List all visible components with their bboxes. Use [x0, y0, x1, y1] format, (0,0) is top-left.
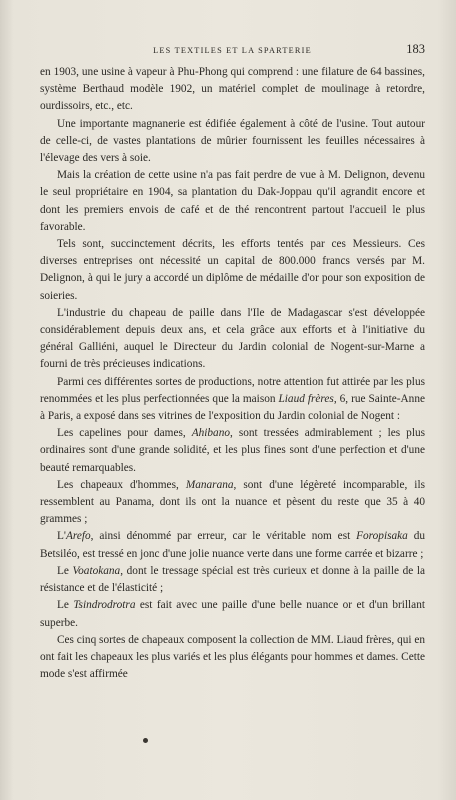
- paragraph: Les capelines pour dames, Ahibano, sont tressées admirablement ; les plus ordinaires sont d'une grande solidité, et les plus fines sont d'une perfection et d'une beauté remarquables.: [40, 427, 426, 474]
- paragraph: Le Voatokana, dont le tressage spécial est très curieux et donne à la paille de la résistance et de l'élasticité ;: [40, 564, 425, 595]
- page-header: [40, 42, 425, 58]
- paragraph: Tels sont, succinctement décrits, les efforts tentés par ces Messieurs. Ces diverses entreprises ont nécessité un capital de 800.000 francs versés par M. Delignon, à qui le jury a accordé un diplôme de médaille d'or pour son exposition de soieries.: [40, 238, 425, 302]
- italic-term: Ahibano: [191, 427, 230, 440]
- paragraph: Les chapeaux d'hommes, Manarana, sont d'une légèreté incomparable, ils ressemblent au Panama, dont ils ont la nuance et pèsent du reste que 35 à 40 grammes ;: [40, 478, 425, 526]
- paragraph: L'industrie du chapeau de paille dans l'Ile de Madagascar s'est développée considérablement depuis deux ans, et cela grâce aux efforts et à l'initiative du général Galliéni, auquel le Directeur du Jardin colonial de Nogent-sur-Marne a fourni de très précieuses indications.: [40, 306, 425, 371]
- paragraph: L'Arefo, ainsi dénommé par erreur, car le véritable nom est Foropisaka du Betsiléo, est tressé en jonc d'une jolie nuance verte dans une forme carrée et bizarre ;: [40, 530, 425, 560]
- paragraph: Le Tsindrodrotra est fait avec une paille d'une belle nuance or et d'un brillant superbe.: [40, 599, 425, 629]
- ink-smudge: [143, 738, 148, 743]
- italic-term: Manarana: [185, 478, 234, 491]
- italic-term: Tsindrodrotra: [73, 599, 136, 612]
- body-text: [40, 64, 425, 683]
- italic-term: Foropisaka: [356, 530, 408, 543]
- paragraph: Une importante magnanerie est édifiée également à côté de l'usine. Tout autour de celle-ci, de vastes plantations de mûrier fournissent les feuilles nécessaires à l'élevage des vers à soie.: [40, 117, 425, 165]
- paragraph: Parmi ces différentes sortes de productions, notre attention fut attirée par les plus renommées et les plus perfectionnées que la maison Liaud frères, 6, rue Sainte-Anne à Paris, a exposé dans ses vitrines de l'exposition du Jardin colonial de Nogent :: [40, 375, 425, 423]
- running-head: LES TEXTILES ET LA SPARTERIE: [153, 46, 312, 55]
- italic-term: Liaud frères: [278, 392, 334, 405]
- paragraph: en 1903, une usine à vapeur à Phu-Phong qui comprend : une filature de 64 bassines, système Berthaud modèle 1902, un matériel complet de moulinage à retordre, ourdissoirs, etc., etc.: [40, 66, 425, 113]
- paragraph: Mais la création de cette usine n'a pas fait perdre de vue à M. Delignon, devenu le seul propriétaire en 1904, sa plantation du Dak-Joppau qu'il agrandit encore et dont les premiers envois de café et de thé rencontrent partout l'accueil le plus favorable.: [40, 169, 425, 233]
- italic-term: Arefo: [65, 530, 91, 543]
- italic-term: Voatokana: [72, 564, 121, 577]
- page-number: 183: [406, 42, 425, 56]
- paragraph: Ces cinq sortes de chapeaux composent la collection de MM. Liaud frères, qui en ont fait les chapeaux les plus variés et les plus élégants pour hommes et dames. Cette mode s'est affirmée: [40, 633, 425, 681]
